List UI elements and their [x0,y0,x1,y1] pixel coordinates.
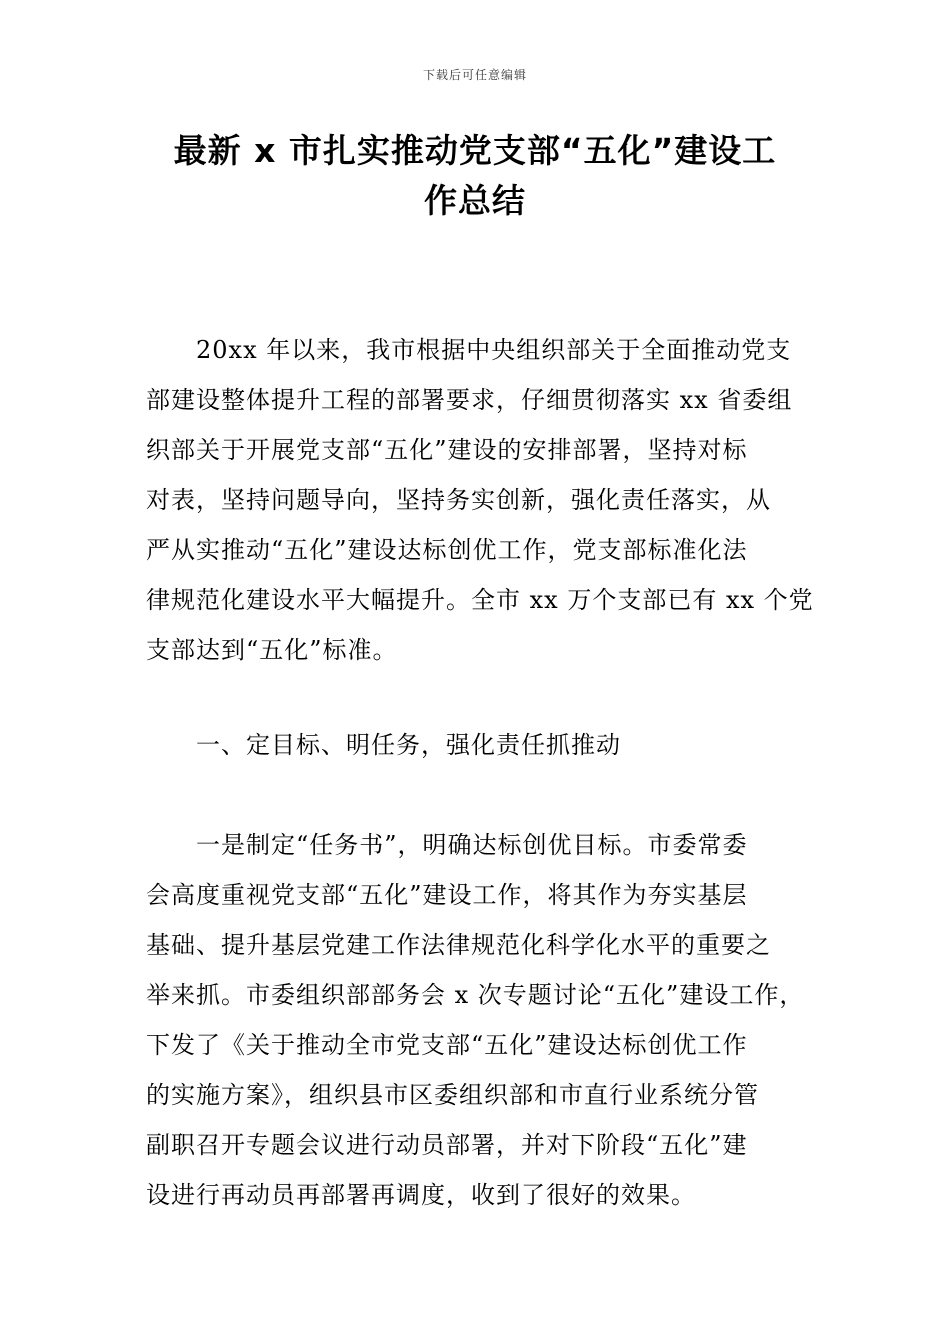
section-heading-text: 一、定目标、明任务，强化责任抓推动 [196,731,621,759]
paragraph-line: 设进行再动员再部署再调度，收到了很好的效果。 [146,1181,696,1209]
paragraph-line: 下发了《关于推动全市党支部“五化”建设达标创优工作 [146,1031,748,1059]
paragraph-line: 一是制定“任务书”，明确达标创优目标。市委常委 [196,831,748,859]
intro-paragraph [146,325,826,675]
paragraph-line: 基础、提升基层党建工作法律规范化科学化水平的重要之 [146,931,771,959]
paragraph-line: 副职召开专题会议进行动员部署，并对下阶段“五化”建 [146,1131,748,1159]
section-paragraph [146,820,826,1220]
title-line: 最新 x 市扎实推动党支部“五化”建设工 [173,131,777,170]
paragraph-line: 支部达到“五化”标准。 [146,636,398,664]
paragraph-line: 会高度重视党支部“五化”建设工作，将其作为夯实基层 [146,881,748,909]
title-line: 作总结 [424,181,526,220]
paragraph-line: 举来抓。市委组织部部务会 x 次专题讨论“五化”建设工作， [146,981,805,1009]
paragraph-line: 律规范化建设水平大幅提升。全市 xx 万个支部已有 xx 个党 [146,586,814,614]
paragraph-line: 的实施方案》，组织县市区委组织部和市直行业系统分管 [146,1081,759,1109]
paragraph-line: 对表，坚持问题导向，坚持务实创新，强化责任落实，从 [146,486,771,514]
paragraph-line: 织部关于开展党支部“五化”建设的安排部署，坚持对标 [146,436,748,464]
paragraph-line: 严从实推动“五化”建设达标创优工作，党支部标准化法 [146,536,748,564]
header-note: 下载后可任意编辑 [422,68,527,82]
document-title [140,126,810,226]
paragraph-line: 部建设整体提升工程的部署要求，仔细贯彻落实 xx 省委组 [146,386,793,414]
paragraph-line: 20xx 年以来，我市根据中央组织部关于全面推动党支 [196,336,792,364]
section-heading [146,720,826,770]
